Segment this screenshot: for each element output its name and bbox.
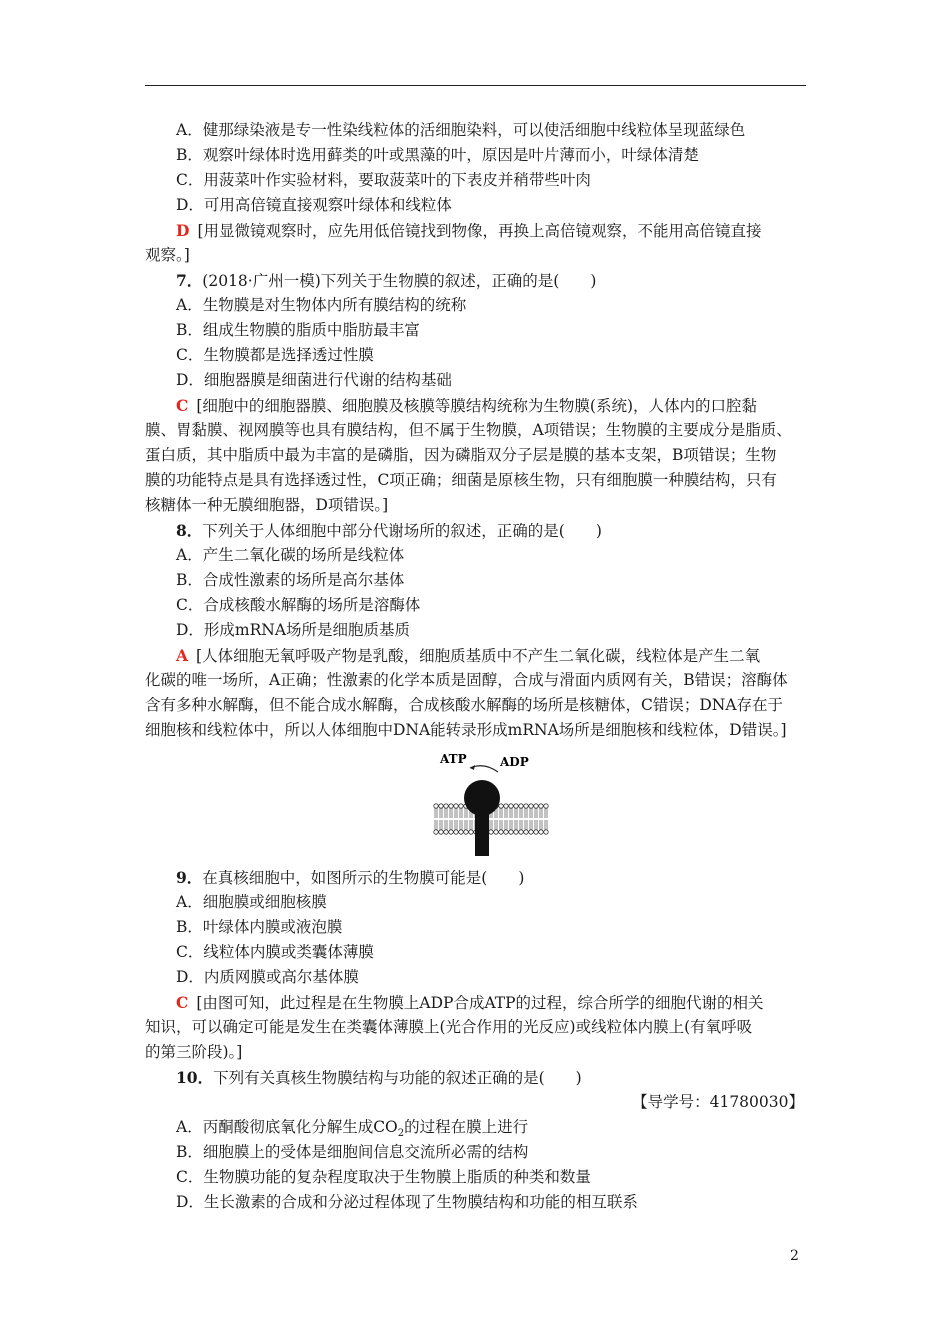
q9-number: 9．	[176, 868, 203, 887]
q8-answer	[145, 643, 806, 668]
q10-number: 10．	[176, 1068, 214, 1087]
q6-option-a: A．健那绿染液是专一性染线粒体的活细胞染料，可以使活细胞中线粒体呈现蓝绿色	[176, 121, 746, 139]
q7-number: 7．	[176, 271, 203, 290]
q7-option-a: A．生物膜是对生物体内所有膜结构的统称	[176, 296, 467, 314]
q8-answer-letter: A	[176, 646, 189, 665]
q10-option-d: D．生长激素的合成和分泌过程体现了生物膜结构和功能的相互联系	[176, 1193, 638, 1211]
q7-explanation-1: [细胞中的细胞器膜、细胞膜及核膜等膜结构统称为生物膜(系统)，人体内的口腔黏	[196, 397, 757, 415]
q7-explanation-5: 核糖体一种无膜细胞器，D项错误。]	[145, 496, 389, 514]
q10-stem	[145, 1065, 806, 1090]
q9-stem-text: 在真核细胞中，如图所示的生物膜可能是( )	[202, 869, 525, 887]
q10-stem-text: 下列有关真核生物膜结构与功能的叙述正确的是( )	[213, 1069, 582, 1087]
q9-explanation-1: [由图可知，此过程是在生物膜上ADP合成ATP的过程，综合所学的细胞代谢的相关	[196, 994, 764, 1012]
q6-option-d: D．可用高倍镜直接观察叶绿体和线粒体	[176, 196, 452, 214]
q8-option-d: D．形成mRNA场所是细胞质基质	[176, 621, 411, 639]
q7-option-d: D．细胞器膜是细菌进行代谢的结构基础	[176, 371, 452, 389]
q7-stem	[145, 268, 806, 293]
q9-stem	[145, 865, 806, 890]
guide-number: 【导学号：41780030】	[632, 1093, 804, 1111]
q6-option-b: B．观察叶绿体时选用藓类的叶或黑藻的叶，原因是叶片薄而小，叶绿体清楚	[176, 146, 699, 164]
q8-number: 8．	[176, 521, 203, 540]
header-rule	[145, 85, 806, 86]
q9-option-b: B．叶绿体内膜或液泡膜	[176, 918, 343, 936]
adp-label: ADP	[500, 755, 529, 769]
q10-option-a	[145, 1115, 806, 1140]
q8-explanation-2: 化碳的唯一场所，A正确；性激素的化学本质是固醇，合成与滑面内质网有关，B错误；溶酶体	[145, 671, 788, 689]
q8-option-b: B．合成性激素的场所是高尔基体	[176, 571, 405, 589]
atp-synthase-diagram	[432, 748, 552, 860]
q8-stem-text: 下列关于人体细胞中部分代谢场所的叙述，正确的是( )	[202, 522, 602, 540]
q7-option-b: B．组成生物膜的脂质中脂肪最丰富	[176, 321, 420, 339]
q8-stem	[145, 518, 806, 543]
q6-answer-letter: D	[176, 221, 190, 240]
q10-option-c: C．生物膜功能的复杂程度取决于生物膜上脂质的种类和数量	[176, 1168, 591, 1186]
q8-option-c: C．合成核酸水解酶的场所是溶酶体	[176, 596, 421, 614]
q7-option-c: C．生物膜都是选择透过性膜	[176, 346, 374, 364]
q6-explanation-1: [用显微镜观察时，应先用低倍镜找到物像，再换上高倍镜观察，不能用高倍镜直接	[197, 222, 762, 240]
document-page	[145, 118, 806, 1215]
q10-option-a-pre: A．丙酮酸彻底氧化分解生成CO	[176, 1118, 398, 1136]
protein-stalk	[475, 804, 489, 856]
atp-label: ATP	[440, 752, 467, 766]
q9-option-a: A．细胞膜或细胞核膜	[176, 893, 327, 911]
membrane-figure	[145, 743, 806, 865]
q10-option-a-post: 的过程在膜上进行	[404, 1118, 529, 1136]
q6-option-c: C．用菠菜叶作实验材料，要取菠菜叶的下表皮并稍带些叶肉	[176, 171, 591, 189]
q9-explanation-3: 的第三阶段)。]	[145, 1043, 243, 1061]
q6-explanation-2: 观察。]	[145, 246, 190, 264]
q8-option-a: A．产生二氧化碳的场所是线粒体	[176, 546, 405, 564]
q7-explanation-2: 膜、胃黏膜、视网膜等也具有膜结构，但不属于生物膜，A项错误；生物膜的主要成分是脂质、	[145, 421, 792, 439]
q9-answer	[145, 990, 806, 1015]
q7-answer-letter: C	[176, 396, 189, 415]
q7-stem-text: (2018·广州一模)下列关于生物膜的叙述，正确的是( )	[202, 272, 597, 290]
q7-answer	[145, 393, 806, 418]
q6-answer	[145, 218, 806, 243]
q10-option-a-subscript: 2	[397, 1128, 405, 1140]
q8-explanation-1: [人体细胞无氧呼吸产物是乳酸，细胞质基质中不产生二氧化碳，线粒体是产生二氧	[196, 647, 761, 665]
q9-option-d: D．内质网膜或高尔基体膜	[176, 968, 359, 986]
q8-explanation-3: 含有多种水解酶，但不能合成水解酶，合成核酸水解酶的场所是核糖体，C错误；DNA存在于	[145, 696, 784, 714]
page-number: 2	[790, 1248, 799, 1264]
q7-explanation-3: 蛋白质，其中脂质中最为丰富的是磷脂，因为磷脂双分子层是膜的基本支架，B项错误；生物	[145, 446, 777, 464]
q9-option-c: C．线粒体内膜或类囊体薄膜	[176, 943, 374, 961]
q7-explanation-4: 膜的功能特点是具有选择透过性，C项正确；细菌是原核生物，只有细胞膜一种膜结构，只有	[145, 471, 777, 489]
q9-answer-letter: C	[176, 993, 189, 1012]
q8-explanation-4: 细胞核和线粒体中，所以人体细胞中DNA能转录形成mRNA场所是细胞核和线粒体，D错误。]	[145, 721, 787, 739]
q9-explanation-2: 知识，可以确定可能是发生在类囊体薄膜上(光合作用的光反应)或线粒体内膜上(有氧呼吸	[145, 1018, 753, 1036]
q10-option-b: B．细胞膜上的受体是细胞间信息交流所必需的结构	[176, 1143, 529, 1161]
